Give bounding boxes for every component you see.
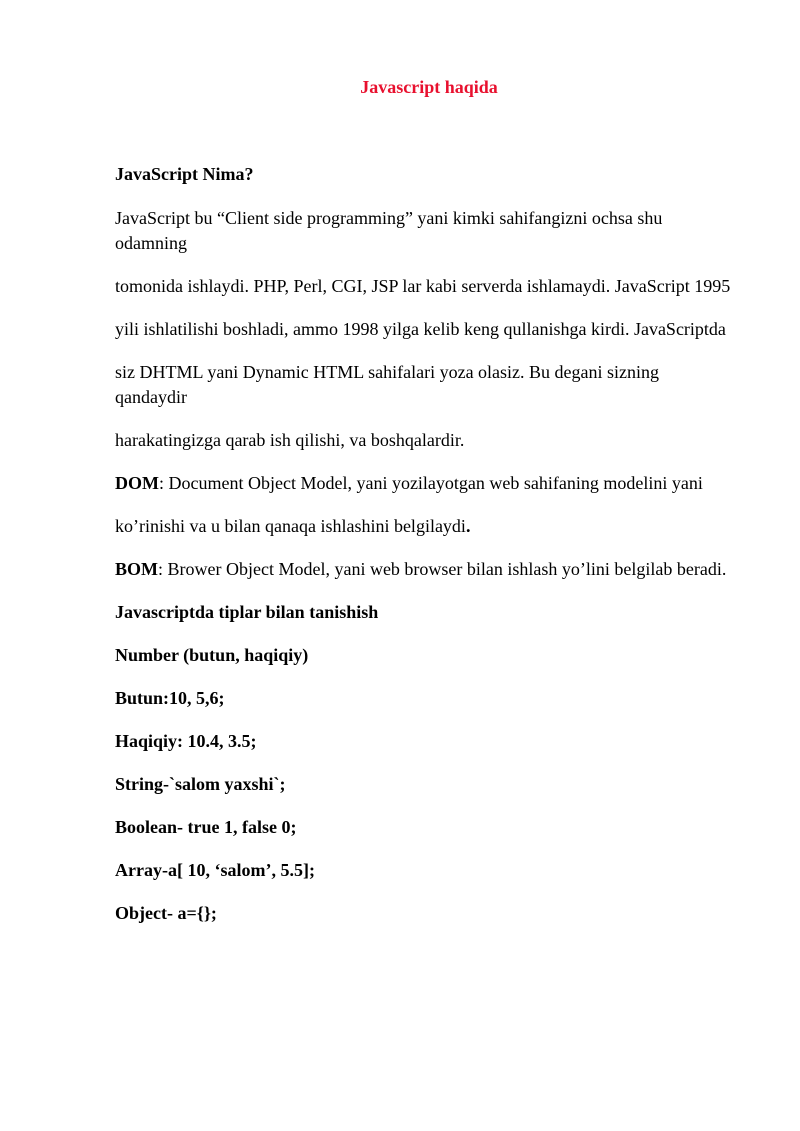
paragraph-line: harakatingizga qarab ish qilishi, va boshqalardir.: [115, 430, 465, 450]
dom-text-cont: ko’rinishi va u bilan qanaqa ishlashini belgilaydi: [115, 516, 466, 536]
document-body: [115, 162, 735, 926]
type-item: String-`salom yaxshi`;: [115, 774, 286, 794]
paragraph-line: yili ishlatilishi boshladi, ammo 1998 yilga kelib keng qullanishga kirdi. JavaScriptda: [115, 319, 726, 339]
types-heading: Javascriptda tiplar bilan tanishish: [115, 602, 379, 622]
bom-text: : Brower Object Model, yani web browser bilan ishlash yo’lini belgilab beradi.: [158, 559, 727, 579]
paragraph-line: JavaScript bu “Client side programming” yani kimki sahifangizni ochsa shu odamning: [115, 208, 663, 253]
type-item: Object- a={};: [115, 903, 217, 923]
dom-term: DOM: [115, 473, 159, 493]
dom-period: .: [465, 516, 471, 536]
dom-definition: [115, 471, 735, 496]
section-heading: JavaScript Nima?: [115, 164, 254, 184]
bom-definition: [115, 557, 735, 582]
dom-text: : Document Object Model, yani yozilayotgan web sahifaning modelini yani: [159, 473, 703, 493]
dom-definition-cont: [115, 514, 735, 539]
type-item: Number (butun, haqiqiy): [115, 645, 309, 665]
type-item: Boolean- true 1, false 0;: [115, 817, 297, 837]
paragraph-line: siz DHTML yani Dynamic HTML sahifalari yoza olasiz. Bu degani sizning qandaydir: [115, 362, 660, 407]
paragraph-line: tomonida ishlaydi. PHP, Perl, CGI, JSP lar kabi serverda ishlamaydi. JavaScript 1995: [115, 276, 731, 296]
type-item: Array-a[ 10, ‘salom’, 5.5];: [115, 860, 315, 880]
bom-term: BOM: [115, 559, 158, 579]
type-item: Haqiqiy: 10.4, 3.5;: [115, 731, 257, 751]
type-item: Butun:10, 5,6;: [115, 688, 225, 708]
document-title: Javascript haqida: [360, 77, 498, 97]
